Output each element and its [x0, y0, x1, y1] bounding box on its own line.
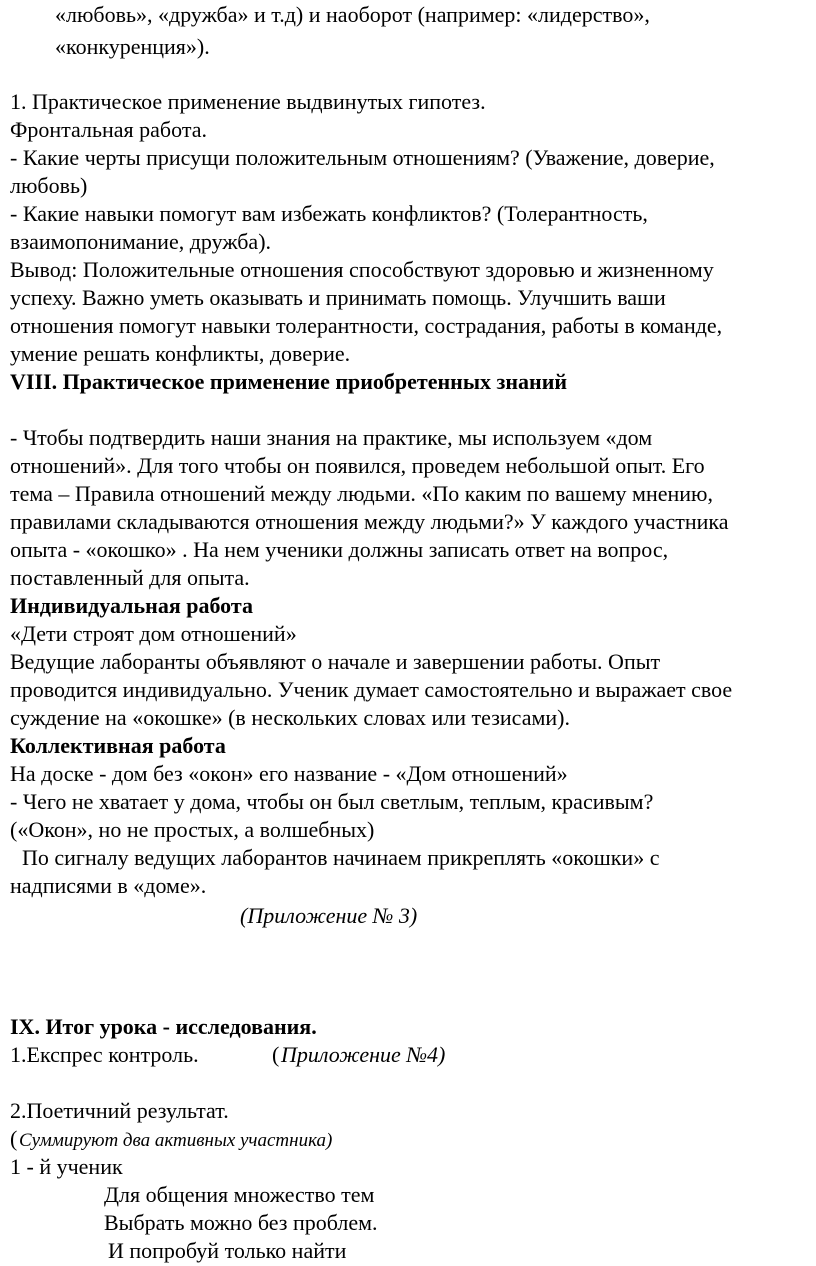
section-heading: VIII. Практическое применение приобретенных знаний	[10, 369, 568, 394]
poem-line: Выбрать можно без проблем.	[104, 1210, 378, 1235]
text-line: «конкуренция»).	[55, 34, 210, 59]
text-line: («Окон», но не простых, а волшебных)	[10, 817, 375, 842]
text-line: отношений». Для того чтобы он появился, проведем небольшой опыт. Его	[10, 453, 705, 478]
text-line: тема – Правила отношений между людьми. «По каким по вашему мнению,	[10, 481, 713, 506]
text-line: поставленный для опыта.	[10, 565, 250, 590]
text-line: надписями в «доме».	[10, 873, 207, 898]
text-line-paren: (	[10, 1126, 18, 1151]
section-heading: 1. Практическое применение выдвинутых гипотез.	[10, 89, 486, 114]
text-line: 2.Поетичний результат.	[10, 1098, 229, 1123]
appendix-paren: (	[272, 1042, 280, 1067]
text-line: - Какие навыки помогут вам избежать конфликтов? (Толерантность,	[10, 201, 648, 226]
text-line: Вывод: Положительные отношения способствуют здоровью и жизненному	[10, 257, 714, 282]
text-line: Фронтальная работа.	[10, 117, 207, 142]
text-line: По сигналу ведущих лаборантов начинаем прикреплять «окошки» с	[22, 845, 660, 870]
text-line: «Дети строят дом отношений»	[10, 621, 297, 646]
text-line: Ведущие лаборанты объявляют о начале и завершении работы. Опыт	[10, 649, 661, 674]
appendix-reference: (Приложение № 3)	[240, 903, 418, 928]
note-text: Суммируют два активных участника)	[19, 1130, 333, 1151]
text-line: «любовь», «дружба» и т.д) и наоборот (например: «лидерство»,	[55, 2, 650, 27]
text-line: проводится индивидуально. Ученик думает самостоятельно и выражает свое	[10, 677, 733, 702]
section-heading: IX. Итог урока - исследования.	[10, 1014, 317, 1039]
text-line: взаимопонимание, дружба).	[10, 229, 272, 254]
text-line: 1.Експрес контроль.	[10, 1042, 199, 1067]
poem-line: И попробуй только найти	[108, 1238, 347, 1263]
subheading: Индивидуальная работа	[10, 593, 253, 618]
text-line: На доске - дом без «окон» его название - «Дом отношений»	[10, 761, 568, 786]
appendix-reference: Приложение №4)	[281, 1042, 446, 1067]
subheading: Коллективная работа	[10, 733, 226, 758]
poem-line: Для общения множество тем	[104, 1182, 375, 1207]
text-line: - Чтобы подтвердить наши знания на практике, мы используем «дом	[10, 425, 653, 450]
text-line: отношения помогут навыки толерантности, сострадания, работы в команде,	[10, 313, 723, 338]
text-line: суждение на «окошке» (в нескольких словах или тезисами).	[10, 705, 570, 730]
text-line: 1 - й ученик	[10, 1154, 123, 1179]
text-line: правилами складываются отношения между людьми?» У каждого участника	[10, 509, 729, 534]
text-line: опыта - «окошко» . На нем ученики должны записать ответ на вопрос,	[10, 537, 669, 562]
text-line: - Чего не хватает у дома, чтобы он был светлым, теплым, красивым?	[10, 789, 654, 814]
text-line: любовь)	[10, 173, 88, 198]
text-line: успеху. Важно уметь оказывать и принимать помощь. Улучшить ваши	[10, 285, 666, 310]
text-line: умение решать конфликты, доверие.	[10, 341, 351, 366]
text-line: - Какие черты присущи положительным отношениям? (Уважение, доверие,	[10, 145, 715, 170]
